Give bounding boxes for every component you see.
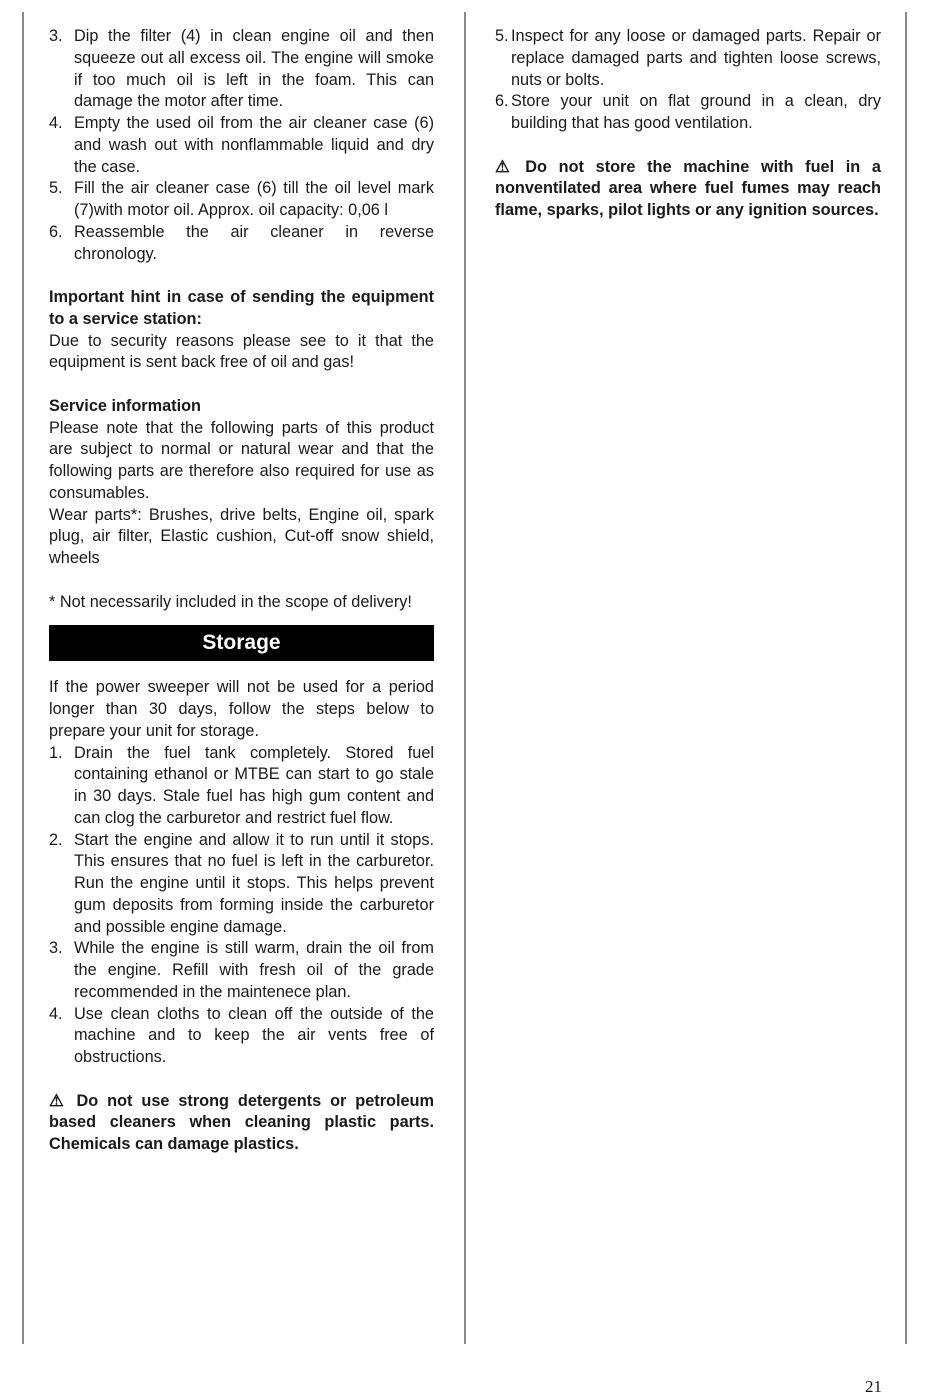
left-column (49, 26, 434, 1156)
list-item: 3. While the engine is still warm, drain the oil from the engine. Refill with fresh oil of the grade recommended in the maintenece plan. (49, 939, 434, 1001)
storage-steps-list (49, 743, 434, 1069)
storage-intro: If the power sweeper will not be used for a period longer than 30 days, follow the steps below to prepare your unit for storage. (49, 678, 434, 740)
warning-icon: ⚠ (49, 1091, 64, 1110)
list-item: 5. Inspect for any loose or damaged parts. Repair or replace damaged parts and tighten loose screws, nuts or bolts. (495, 27, 881, 89)
storage-section-heading: Storage (49, 625, 434, 661)
right-margin-rule (905, 12, 907, 1344)
list-item: 4. Use clean cloths to clean off the outside of the machine and to keep the air vents free of obstructions. (49, 1004, 434, 1066)
list-item: 4. Empty the used oil from the air cleaner case (6) and wash out with nonflammable liquid and dry the case. (49, 114, 434, 176)
list-item: 6. Store your unit on flat ground in a clean, dry building that has good ventilation. (495, 92, 881, 132)
service-station-hint-text: Due to security reasons please see to it that the equipment is sent back free of oil and gas! (49, 331, 434, 372)
list-item: 2. Start the engine and allow it to run until it stops. This ensures that no fuel is left in the carburetor. Run the engine until it stops. This helps prevent gum deposits from forming inside the carburetor and possible engine damage. (49, 830, 434, 936)
warning-icon: ⚠ (495, 157, 510, 176)
service-information-text: Please note that the following parts of this product are subject to normal or natural wear and that the following parts are therefore also required for use as consumables. (49, 418, 434, 502)
right-column (495, 26, 881, 222)
service-station-hint-heading: Important hint in case of sending the equipment to a service station: (49, 288, 434, 328)
list-item: 5. Fill the air cleaner case (6) till the oil level mark (7)with motor oil. Approx. oil capacity: 0,06 l (49, 179, 434, 219)
list-item: 1. Drain the fuel tank completely. Stored fuel containing ethanol or MTBE can start to go stale in 30 days. Stale fuel has high gum content and can clog the carburetor and restrict fuel flow. (49, 743, 434, 827)
left-margin-rule (22, 12, 24, 1344)
air-cleaner-steps-list (49, 26, 434, 265)
list-item: 3. Dip the filter (4) in clean engine oil and then squeeze out all excess oil. The engine will smoke if too much oil is left in the foam. This can damage the motor after time. (49, 27, 434, 111)
fuel-storage-warning: ⚠ Do not store the machine with fuel in a nonventilated area where fuel fumes may reach flame, sparks, pilot lights or any ignition sources. (495, 157, 881, 219)
column-divider-rule (464, 12, 466, 1344)
list-item: 6. Reassemble the air cleaner in reverse chronology. (49, 222, 434, 263)
wear-parts-text: Wear parts*: Brushes, drive belts, Engine oil, spark plug, air filter, Elastic cushion, Cut-off snow shield, wheels (49, 505, 434, 567)
inspection-steps-list (495, 26, 881, 135)
page-number: 21 (865, 1377, 882, 1396)
plastic-cleaning-warning: ⚠ Do not use strong detergents or petroleum based cleaners when cleaning plastic parts. Chemicals can damage plastics. (49, 1091, 434, 1153)
delivery-footnote: * Not necessarily included in the scope of delivery! (49, 592, 412, 611)
service-information-heading: Service information (49, 396, 202, 415)
